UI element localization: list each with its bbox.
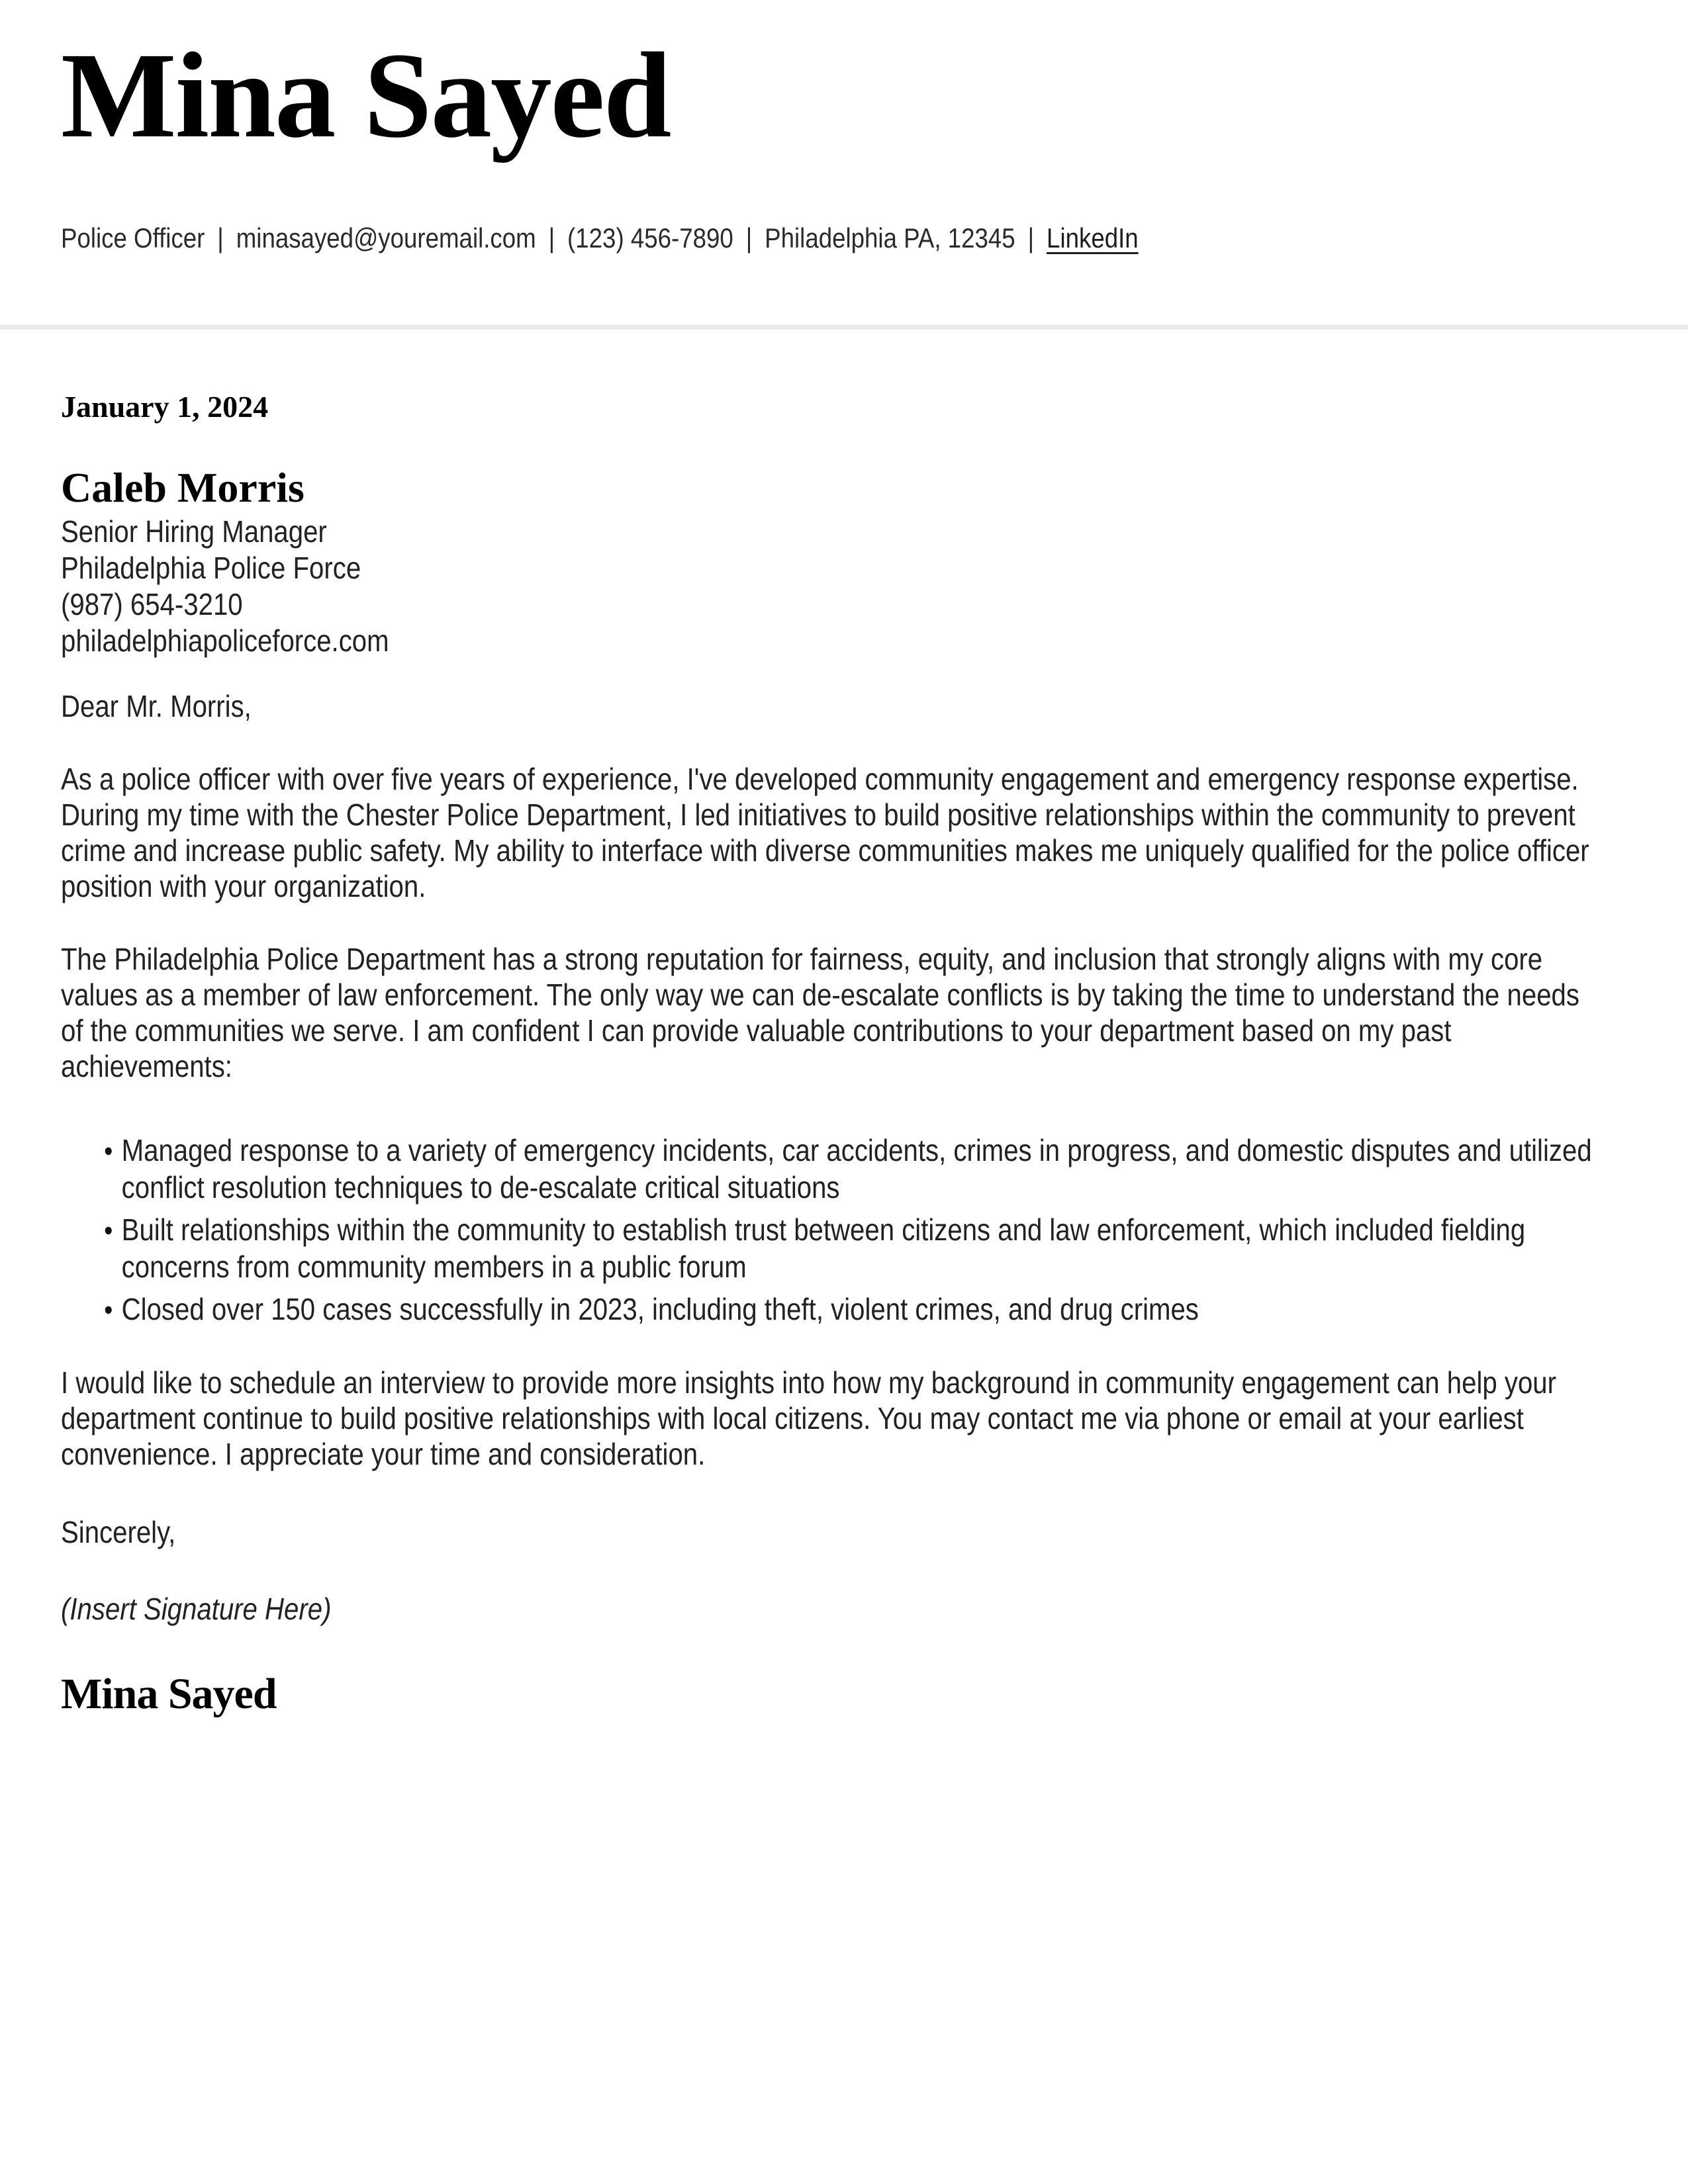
paragraph-alignment: The Philadelphia Police Department has a strong reputation for fairness, equity, and inclusion that strongly aligns with my core values as a member of law enforcement. The only way we can de-escalate conflicts is by taking the time to understand the needs of the communities we serve. I am confident I can provide valuable contributions to your department based on my past achievements: <box>61 942 1579 1083</box>
contact-phone: (123) 456-7890 <box>567 222 733 253</box>
contact-separator: | <box>217 222 224 253</box>
contact-email: minasayed@youremail.com <box>236 222 536 253</box>
bullet-text: Managed response to a variety of emergency incidents, car accidents, crimes in progress, and domestic disputes and utilized conflict resolution techniques to de-escalate critical situations <box>121 1133 1592 1205</box>
recipient-title: Senior Hiring Manager <box>61 514 327 549</box>
applicant-name: Mina Sayed <box>61 28 671 163</box>
letter-header <box>0 28 1688 255</box>
list-item <box>61 1132 1598 1206</box>
letter-date: January 1, 2024 <box>61 390 269 424</box>
contact-separator: | <box>1027 222 1035 253</box>
recipient-block <box>61 466 1602 659</box>
recipient-name: Caleb Morris <box>61 464 305 511</box>
contact-separator: | <box>745 222 753 253</box>
cover-letter-page <box>0 28 1688 2184</box>
linkedin-link[interactable]: LinkedIn <box>1047 222 1139 253</box>
contact-line <box>61 222 1598 255</box>
bullet-text: Built relationships within the community to establish trust between citizens and law enforcement, which included fielding concerns from community members in a public forum <box>121 1212 1526 1284</box>
contact-role: Police Officer <box>61 222 205 253</box>
bullet-icon: ● <box>103 1220 113 1240</box>
signature-placeholder: (Insert Signature Here) <box>61 1592 332 1626</box>
header-divider <box>0 325 1688 330</box>
achievements-list <box>61 1132 1598 1328</box>
signature-name: Mina Sayed <box>61 1670 277 1718</box>
list-item <box>61 1291 1598 1328</box>
closing-salutation: Sincerely, <box>61 1515 176 1549</box>
recipient-organization: Philadelphia Police Force <box>61 551 361 585</box>
bullet-icon: ● <box>103 1140 113 1160</box>
recipient-details <box>61 514 1598 659</box>
letter-body <box>0 390 1688 1717</box>
salutation: Dear Mr. Morris, <box>61 689 252 723</box>
recipient-phone: (987) 654-3210 <box>61 587 243 621</box>
recipient-website: philadelphiapoliceforce.com <box>61 623 389 658</box>
list-item <box>61 1211 1598 1285</box>
paragraph-closing: I would like to schedule an interview to provide more insights into how my background in community engagement can help your department continue to build positive relationships with local citizens. You may contact me via phone or email at your earliest convenience. I appreciate your time and consideration. <box>61 1365 1556 1471</box>
paragraph-intro: As a police officer with over five years of experience, I've developed community engagement and emergency response expertise. During my time with the Chester Police Department, I led initiatives to build positive relationships within the community to prevent crime and increase public safety. My ability to interface with diverse communities makes me uniquely qualified for the police officer position with your organization. <box>61 762 1589 903</box>
bullet-text: Closed over 150 cases successfully in 2023, including theft, violent crimes, and drug crimes <box>121 1292 1199 1326</box>
bullet-icon: ● <box>103 1299 113 1319</box>
contact-location: Philadelphia PA, 12345 <box>765 222 1015 253</box>
contact-separator: | <box>548 222 555 253</box>
